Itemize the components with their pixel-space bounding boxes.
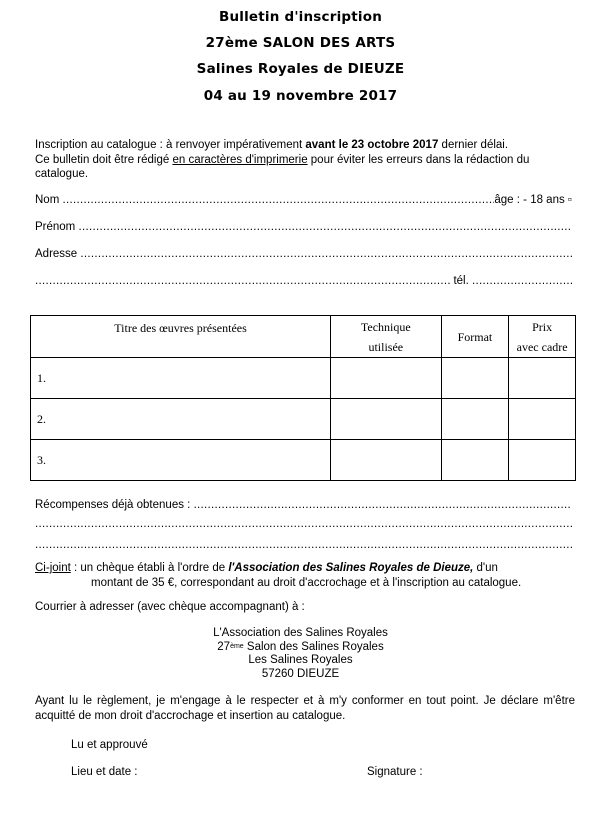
cell-prix-3[interactable] [509, 440, 576, 481]
event-venue: Salines Royales de DIEUZE [196, 61, 405, 77]
age-label: âge : - 18 ans ▫ [494, 194, 572, 206]
event-name: 27ème SALON DES ARTS [205, 35, 396, 51]
address-line: 57260 DIEUZE [261, 667, 340, 680]
col-prix-label: Prix [532, 319, 553, 334]
print-letters-note: en caractères d'imprimerie [172, 153, 308, 166]
address-line [0, 641, 601, 655]
cell-titre-2[interactable]: 2. [31, 399, 331, 440]
cell-titre-1[interactable]: 1. [31, 358, 331, 399]
intro-text: Ce bulletin doit être rédigé [35, 153, 173, 166]
cijoint-text-3: montant de 35 €, correspondant au droit d'accrochage et à l'inscription au catalogue. [91, 576, 522, 589]
prenom-label: Prénom [35, 221, 76, 233]
address-num: 27 [217, 640, 231, 653]
signature-field[interactable]: Signature : [367, 766, 423, 778]
col-format [441, 316, 509, 358]
address-rest: Salon des Salines Royales [243, 640, 384, 653]
field-nom[interactable] [35, 194, 572, 206]
address-line: Les Salines Royales [248, 654, 353, 666]
col-technique-label: Technique [360, 319, 411, 334]
lu-approuve: Lu et approuvé [71, 739, 148, 751]
col-technique [331, 316, 442, 358]
col-technique-label-2: utilisée [368, 339, 404, 354]
dotted-line [35, 275, 450, 287]
dotted-line [194, 499, 572, 511]
works-table [30, 315, 576, 481]
cell-format-2[interactable] [441, 399, 509, 440]
association-name: l'Association des Salines Royales de Dieuze, [228, 562, 474, 574]
intro-text: pour éviter les erreurs dans la rédaction du catalogue. [35, 153, 530, 180]
courrier-text: Courrier à adresser (avec chèque accompagnant) à : [35, 601, 305, 613]
cell-prix-2[interactable] [509, 399, 576, 440]
cijoint-label: Ci-joint [35, 562, 71, 574]
col-format-label: Format [457, 329, 493, 344]
cijoint-paragraph [35, 561, 575, 590]
tel-label: tél. [450, 275, 472, 287]
nom-label: Nom [35, 194, 60, 206]
table-row [31, 358, 576, 399]
cell-prix-1[interactable] [509, 358, 576, 399]
table-header-row [31, 316, 576, 358]
cijoint-text-2: d'un [473, 562, 498, 574]
cijoint-text: : un chèque établi à l'ordre de [70, 562, 229, 574]
field-adresse[interactable] [35, 248, 572, 260]
address-line: L'Association des Salines Royales [213, 627, 388, 639]
event-dates: 04 au 19 novembre 2017 [203, 88, 398, 104]
mailing-address [0, 627, 601, 681]
field-adresse-tel[interactable] [35, 275, 572, 287]
dotted-line [472, 275, 572, 287]
dotted-line [78, 221, 572, 233]
field-recompenses[interactable] [35, 499, 572, 511]
dotted-line [35, 518, 572, 530]
table-row [31, 399, 576, 440]
cell-technique-1[interactable] [331, 358, 442, 399]
form-title: Bulletin d'inscription [218, 9, 383, 25]
adresse-label: Adresse [35, 248, 78, 260]
col-titre-label: Titre des œuvres présentées [114, 321, 247, 335]
field-recompenses-3[interactable] [35, 539, 572, 551]
intro-paragraph [35, 138, 575, 182]
cell-titre-3[interactable]: 3. [31, 440, 331, 481]
address-sup: ème [230, 642, 244, 650]
col-prix [509, 316, 576, 358]
recompenses-label: Récompenses déjà obtenues : [35, 499, 191, 511]
engagement-text: Ayant lu le règlement, je m'engage à le respecter et à m'y conformer en tout point. Je déclare m'être acquitté de mon droit d'accrochage et insertion au catalogue. [35, 695, 575, 722]
cell-format-3[interactable] [441, 440, 509, 481]
cell-format-1[interactable] [441, 358, 509, 399]
deadline: avant le 23 octobre 2017 [305, 139, 439, 151]
table-row [31, 440, 576, 481]
dotted-line [80, 248, 572, 260]
intro-text: dernier délai. [438, 139, 509, 151]
dotted-line [35, 539, 572, 551]
lieu-date-field[interactable]: Lieu et date : [71, 766, 138, 778]
col-prix-label-2: avec cadre [516, 339, 568, 354]
dotted-line [62, 194, 494, 206]
field-prenom[interactable] [35, 221, 572, 233]
cell-technique-2[interactable] [331, 399, 442, 440]
field-recompenses-2[interactable] [35, 518, 572, 530]
intro-text: Inscription au catalogue : à renvoyer impérativement [35, 139, 306, 151]
col-titre [31, 316, 331, 358]
cell-technique-3[interactable] [331, 440, 442, 481]
